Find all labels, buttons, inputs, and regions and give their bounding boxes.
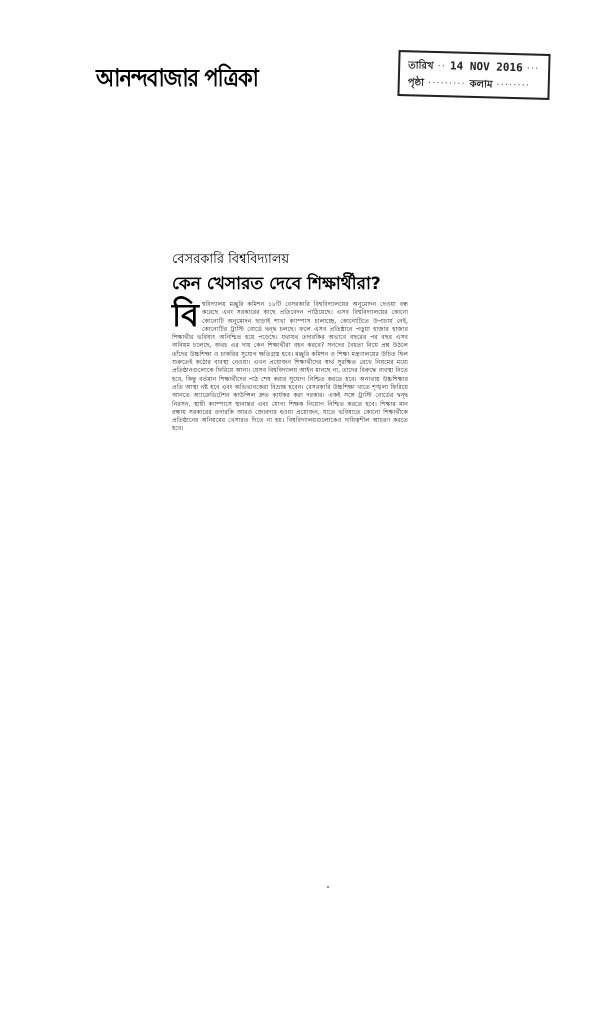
stamp-column-label: কলাম xyxy=(469,78,493,91)
date-stamp xyxy=(397,50,550,100)
stamp-date-value: 14 NOV 2016 xyxy=(449,59,523,75)
article-dropcap: বি xyxy=(172,296,199,334)
article-body-text: শ্ববিদ্যালয় মঞ্জুরি কমিশন ১৮টি বেসরকারি বিশ্ববিদ্যালয়ের অনুমোদন দেওয়া বন্ধ করেছে এবং সরকারের কাছে প্রতিবেদন পাঠিয়েছে। এসব বিশ্ববিদ্যালয়ের কোনো কোনোটি অনুমোদন ছাড়াই শাখা ক্যাম্পাস চালাচ্ছে, কোনোটিতে উপাচার্য নেই, কোনোটির ট্রাস্টি বোর্ডে দ্বন্দ্ব চলছে। ফলে এসব প্রতিষ্ঠানে পড়ুয়া হাজার হাজার শিক্ষার্থীর ভবিষ্যৎ অনিশ্চিত হয়ে পড়েছে। যথাযথ তদারকির অভাবে বছরের পর বছর এসব অনিয়ম চলেছে, অথচ এর দায় কেন শিক্ষার্থীরা বহন করবে? সনদের বৈধতা নিয়ে প্রশ্ন উঠলে তাঁদের উচ্চশিক্ষা ও চাকরির সুযোগ ক্ষতিগ্রস্ত হবে। মঞ্জুরি কমিশন ও শিক্ষা মন্ত্রণালয়ের উচিত ছিল শুরুতেই কঠোর ব্যবস্থা নেওয়া। এখন প্রয়োজন শিক্ষার্থীদের স্বার্থ সুরক্ষিত রেখে নিয়মের মধ্যে প্রতিষ্ঠানগুলোকে ফিরিয়ে আনা। যেসব বিশ্ববিদ্যালয় আইন মানছে না, তাদের বিরুদ্ধে ব্যবস্থা নিতে হবে, কিন্তু বর্তমান শিক্ষার্থীদের পাঠ শেষ করার সুযোগ নিশ্চিত করতে হবে। অন্যথায় উচ্চশিক্ষার প্রতি আস্থা নষ্ট হবে এবং অভিভাবকেরা বিভ্রান্ত হবেন। বেসরকারি উচ্চশিক্ষা খাতে শৃঙ্খলা ফিরিয়ে আনতে অ্যাক্রেডিটেশন কাউন্সিল দ্রুত কার্যকর করা দরকার। একই সঙ্গে ট্রাস্টি বোর্ডের দ্বন্দ্ব নিরসন, স্থায়ী ক্যাম্পাসে স্থানান্তর এবং যোগ্য শিক্ষক নিয়োগ নিশ্চিত করতে হবে। শিক্ষার মান রক্ষায় সরকারের তদারকি আরও জোরদার হওয়া প্রয়োজন, যাতে ভবিষ্যতে কোনো শিক্ষার্থীকে প্রতিষ্ঠানের অনিয়মের খেসারত দিতে না হয়। বিশ্ববিদ্যালয়গুলোকেও দায়িত্বশীল আচরণ করতে হবে। xyxy=(172,301,408,433)
scan-speck xyxy=(327,886,329,888)
article-kicker: বেসরকারি বিশ্ববিদ্যালয় xyxy=(172,252,290,267)
stamp-page-row: পৃষ্ঠা ········· কলাম ········ xyxy=(408,75,540,95)
stamp-date-label: তারিখ xyxy=(408,60,434,72)
news-clipping xyxy=(172,250,408,434)
article-body xyxy=(172,296,408,434)
stamp-page-label: পৃষ্ঠা xyxy=(407,77,425,89)
stamp-date-row: তারিখ ·· 14 NOV 2016 ··· xyxy=(408,59,540,75)
newspaper-masthead: আনন্দবাজার পত্রিকা xyxy=(96,62,258,92)
article-headline: কেন খেসারত দেবে শিক্ষার্থীরা? xyxy=(172,274,381,294)
